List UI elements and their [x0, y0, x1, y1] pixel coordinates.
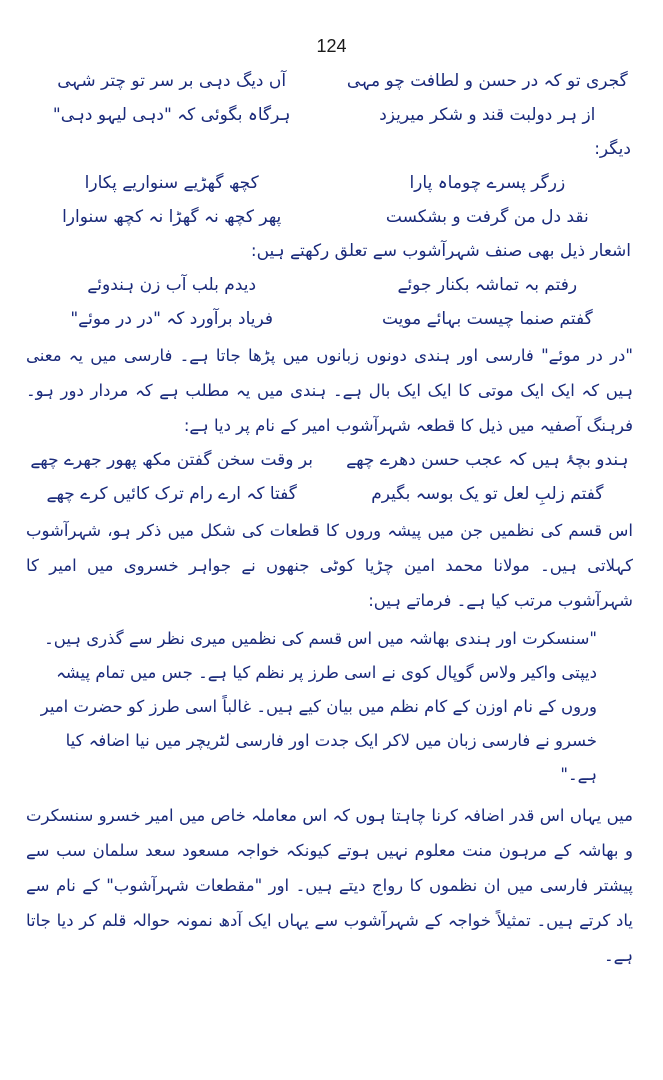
couplet — [26, 302, 633, 336]
page-number: 124 — [316, 36, 347, 56]
verse-line-left: آں دیگ دہی بر سر تو چتر شہی — [57, 71, 287, 91]
verse-line-right: زرگر پسرے چوماہ پارا — [409, 173, 566, 193]
verse-line-left: دیدم بلب آب زن ہندوئے — [87, 275, 257, 295]
couplet — [26, 268, 633, 302]
couplet — [26, 166, 633, 200]
paragraph-1: "در در موئے" فارسی اور ہندی دونوں زبانوں میں پڑھا جاتا ہے۔ فارسی میں یہ معنی ہیں کہ ایک ایک موتی کا ایک ایک بال ہے۔ ہندی میں یہ مطلب ہے کہ مردار دور ہو۔ فرہنگ آصفیہ میں ذیل کا قطعہ شہرآشوب امیر کے نام پر دیا ہے: — [26, 346, 633, 435]
couplet-group-3 — [26, 268, 633, 336]
verse-line-right: گفتم صنما چیست بہائے مویت — [381, 309, 593, 329]
verse-line-right: نقد دل من گرفت و بشکست — [385, 207, 589, 227]
verse-line-right: رفتم بہ تماشہ بکنار جوئے — [397, 275, 578, 295]
verse-line-left: کچھ گھڑیے سنواریے پکارا — [84, 173, 259, 193]
section-label: دیگر: — [594, 139, 631, 159]
verse-line-right: گجری تو کہ در حسن و لطافت چو مہی — [346, 71, 628, 91]
verse-line-left: فریاد برآورد کہ "در در موئے" — [70, 309, 274, 329]
verse-line-right: ہندو بچۂ ہیں کہ عجب حسن دھرے چھے — [346, 450, 629, 470]
couplet — [26, 477, 633, 511]
verse-line-left: پھر کچھ نہ گھڑا نہ کچھ سنوارا — [62, 207, 282, 227]
verse-line-right: از ہر دولبت قند و شکر میریزد — [379, 105, 596, 125]
couplet-group-2 — [26, 166, 633, 234]
block-quote: "سنسکرت اور ہندی بھاشہ میں اس قسم کی نظمیں میری نظر سے گذری ہیں۔ دیپتی واکیر ولاس گوپال کوی نے اسی طرز پر نظم کیا ہے۔ جس میں تمام پیشہ وروں کے نام اوزن کے کام نظم میں بیان کیے ہیں۔ غالباً اسی طرز کو حضرت امیر خسرو نے فارسی زبان میں لاکر ایک جدت اور فارسی لٹریچر میں نیا اضافہ کیا ہے۔" — [40, 629, 597, 784]
verse-line-left: ہرگاہ بگوئی کہ "دہی لیہو دہی" — [52, 105, 291, 125]
couplet — [26, 98, 633, 132]
page-content — [26, 64, 633, 973]
couplet — [26, 200, 633, 234]
verse-line-left: گفتا کہ ارے رام ترک کائیں کرے چھے — [46, 484, 297, 504]
intro-line: اشعار ذیل بھی صنف شہرآشوب سے تعلق رکھتے ہیں: — [250, 241, 631, 261]
paragraph-2: اس قسم کی نظمیں جن میں پیشہ وروں کا قطعات کی شکل میں ذکر ہو، شہرآشوب کہلاتی ہیں۔ مولانا محمد امین چڑیا کوٹی جنھوں نے جواہر خسروی میں امیر کا شہرآشوب مرتب کیا ہے۔ فرماتے ہیں: — [26, 521, 633, 610]
paragraph-3: میں یہاں اس قدر اضافہ کرنا چاہتا ہوں کہ اس معاملہ خاص میں امیر خسرو سنسکرت و بھاشہ کے مرہون منت معلوم نہیں ہوتے کیونکہ خواجہ مسعود سعد سلمان سب سے پیشتر فارسی میں ان نظموں کا رواج دیتے ہیں۔ اور "مقطعات شہرآشوب" کے نام سے یاد کرتے ہیں۔ تمثیلاً خواجہ کے شہرآشوب سے یہاں ایک آدھ نمونہ حوالہ قلم کر دیا جاتا ہے۔ — [26, 806, 633, 965]
couplet — [26, 443, 633, 477]
verse-line-right: گفتم زلبِ لعل تو یک بوسہ بگیرم — [371, 484, 604, 504]
couplet-group-1 — [26, 64, 633, 132]
verse-line-left: بر وقت سخن گفتن مکھ پھور جھرے چھے — [30, 450, 314, 470]
couplet — [26, 64, 633, 98]
couplet-group-4 — [26, 443, 633, 511]
